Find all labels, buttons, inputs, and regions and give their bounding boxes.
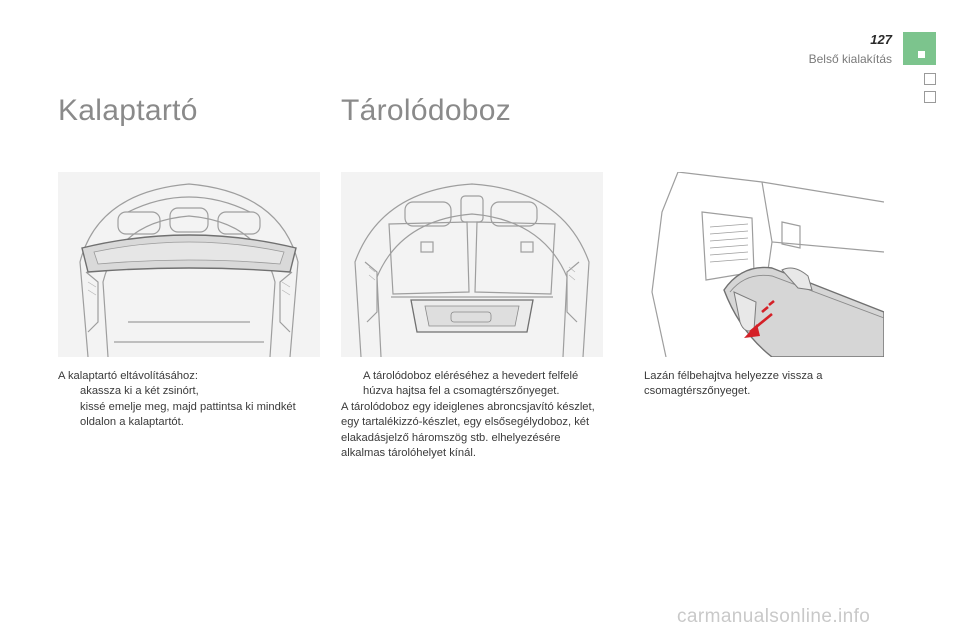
tarolodoboz-heading: Tárolódoboz (341, 94, 512, 127)
list-item: kissé emelje meg, majd pattintsa ki mindkét oldalon a kalaptartót. (80, 400, 296, 429)
page-number: 127 (870, 32, 892, 47)
chapter-tab-active[interactable] (903, 32, 936, 65)
tab-marker-icon (918, 51, 925, 58)
chapter-tab[interactable] (924, 73, 936, 85)
storage-box-illustration (341, 172, 603, 357)
kalaptarto-heading: Kalaptartó (58, 94, 198, 127)
kalaptarto-intro: A kalaptartó eltávolításához: (58, 370, 198, 382)
kalaptarto-text (58, 369, 323, 431)
tarolodoboz-paragraph: A tárolódoboz egy ideiglenes abroncsjavító készlet, egy tartalékizzó-készlet, egy elsősegélydoboz, két elakadásjelző háromszög stb. elhelyezésére alkalmas tárolóhelyet kínál. (341, 400, 595, 460)
section-title: Belső kialakítás (808, 52, 892, 66)
tarolodoboz-text (341, 369, 603, 461)
boot-carpet-illustration (622, 172, 884, 357)
list-item: A tárolódoboz eléréséhez a hevedert felfelé húzva hajtsa fel a csomagtérszőnyeget. (363, 370, 579, 398)
carpet-text (622, 369, 862, 400)
parcel-shelf-illustration (58, 172, 320, 357)
list-item: Lazán félbehajtva helyezze vissza a csomagtérszőnyeget. (644, 370, 823, 398)
watermark: carmanualsonline.info (677, 606, 871, 627)
list-item: akassza ki a két zsinórt, (80, 385, 199, 398)
chapter-tab[interactable] (924, 91, 936, 103)
